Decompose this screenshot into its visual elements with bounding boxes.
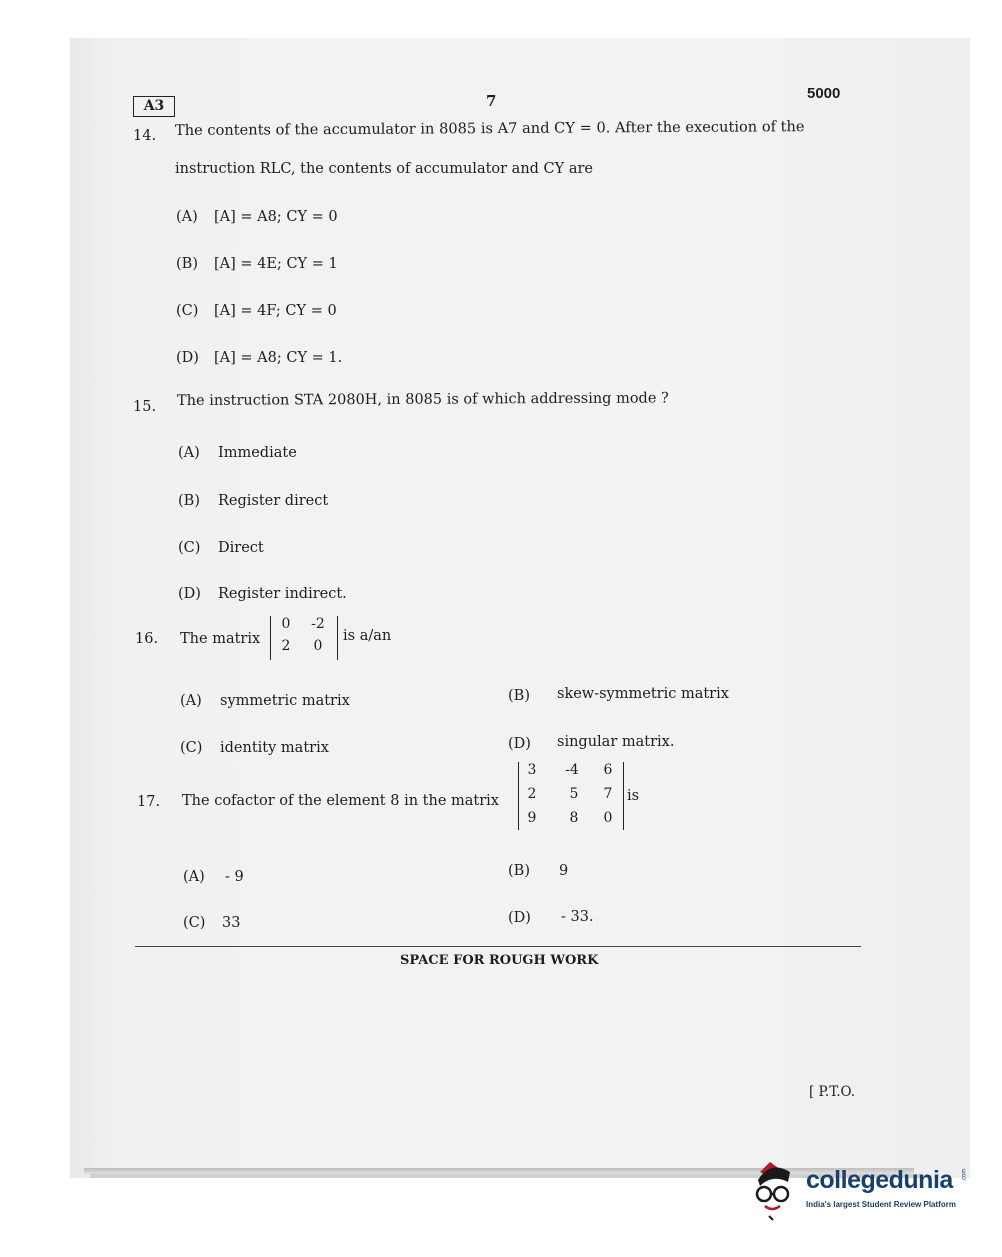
question-14-option-b-text: [A] = 4E; CY = 1 (214, 256, 338, 272)
question-14-option-a-label: (A) (176, 209, 198, 225)
matrix-cell: 8 (569, 810, 579, 826)
question-16-text-prefix: The matrix (180, 631, 261, 647)
exam-page (70, 38, 970, 1178)
collegedunia-suffix: .com (961, 1168, 968, 1182)
question-14-option-d-label: (D) (176, 350, 199, 366)
matrix-cell: 9 (527, 810, 537, 826)
question-15-option-d-text: Register indirect. (218, 586, 347, 602)
question-15-option-d-label: (D) (178, 586, 201, 602)
question-17-matrix (518, 762, 624, 830)
question-14-option-d-text: [A] = A8; CY = 1. (214, 350, 343, 366)
question-17-option-d-label: (D) (508, 910, 531, 926)
matrix-cell: 7 (603, 786, 613, 802)
rough-work-divider (135, 946, 861, 947)
question-14-number: 14. (133, 128, 157, 144)
matrix-cell: 3 (527, 762, 537, 778)
question-14-text-line2: instruction RLC, the contents of accumulator and CY are (175, 161, 593, 177)
question-17-text-suffix: is (627, 788, 640, 804)
question-15-option-b-label: (B) (178, 493, 200, 509)
question-16-option-c-label: (C) (180, 740, 203, 756)
question-16-option-b-text: skew-symmetric matrix (557, 686, 729, 702)
question-16-text-suffix: is a/an (343, 628, 392, 644)
question-16-option-d-text: singular matrix. (557, 734, 675, 750)
question-14-option-c-label: (C) (176, 303, 199, 319)
question-17-number: 17. (137, 794, 161, 810)
rough-work-label: SPACE FOR ROUGH WORK (400, 953, 599, 968)
question-14-option-c-text: [A] = 4F; CY = 0 (214, 303, 337, 319)
question-16-option-a-label: (A) (180, 693, 202, 709)
matrix-cell: -4 (565, 762, 579, 778)
collegedunia-tagline: India's largest Student Review Platform (806, 1200, 956, 1209)
question-17-option-a-text: - 9 (225, 869, 244, 885)
page-number: 7 (486, 92, 497, 110)
question-16-option-c-text: identity matrix (220, 740, 329, 756)
question-17-text-prefix: The cofactor of the element 8 in the matrix (182, 793, 499, 809)
question-16-number: 16. (135, 631, 159, 647)
question-15-option-b-text: Register direct (218, 493, 329, 509)
matrix-cell: 2 (527, 786, 537, 802)
matrix-cell: 2 (281, 638, 291, 654)
matrix-cell: 6 (603, 762, 613, 778)
booklet-code-box (133, 96, 175, 117)
question-14-option-a-text: [A] = A8; CY = 0 (214, 209, 338, 225)
pto-label: [ P.T.O. (809, 1084, 856, 1100)
question-17-option-c-label: (C) (183, 915, 206, 931)
question-14-option-b-label: (B) (176, 256, 198, 272)
collegedunia-brand: collegedunia (806, 1166, 953, 1194)
question-15-text: The instruction STA 2080H, in 8085 is of which addressing mode ? (176, 390, 669, 409)
matrix-cell: 0 (281, 616, 291, 632)
question-17-option-d-text: - 33. (561, 909, 594, 925)
booklet-code: A3 (143, 98, 165, 114)
matrix-cell: 5 (569, 786, 579, 802)
matrix-cell: 0 (603, 810, 613, 826)
question-17-option-b-label: (B) (508, 863, 530, 879)
question-16-option-b-label: (B) (508, 688, 530, 704)
question-17-option-c-text: 33 (222, 915, 241, 931)
question-15-option-c-label: (C) (178, 540, 201, 556)
question-16-option-d-label: (D) (508, 736, 531, 752)
matrix-cell: -2 (311, 616, 325, 632)
question-15-option-c-text: Direct (218, 540, 264, 556)
code-number: 5000 (807, 85, 841, 102)
question-15-option-a-text: Immediate (218, 445, 297, 461)
question-16-option-a-text: symmetric matrix (220, 693, 350, 709)
question-17-option-b-text: 9 (559, 863, 569, 879)
question-17-option-a-label: (A) (183, 869, 205, 885)
question-14-text-line1: The contents of the accumulator in 8085 is A7 and CY = 0. After the execution of the (174, 118, 805, 139)
question-15-number: 15. (133, 399, 157, 415)
question-15-option-a-label: (A) (178, 445, 200, 461)
matrix-cell: 0 (313, 638, 323, 654)
question-16-matrix (270, 616, 338, 660)
